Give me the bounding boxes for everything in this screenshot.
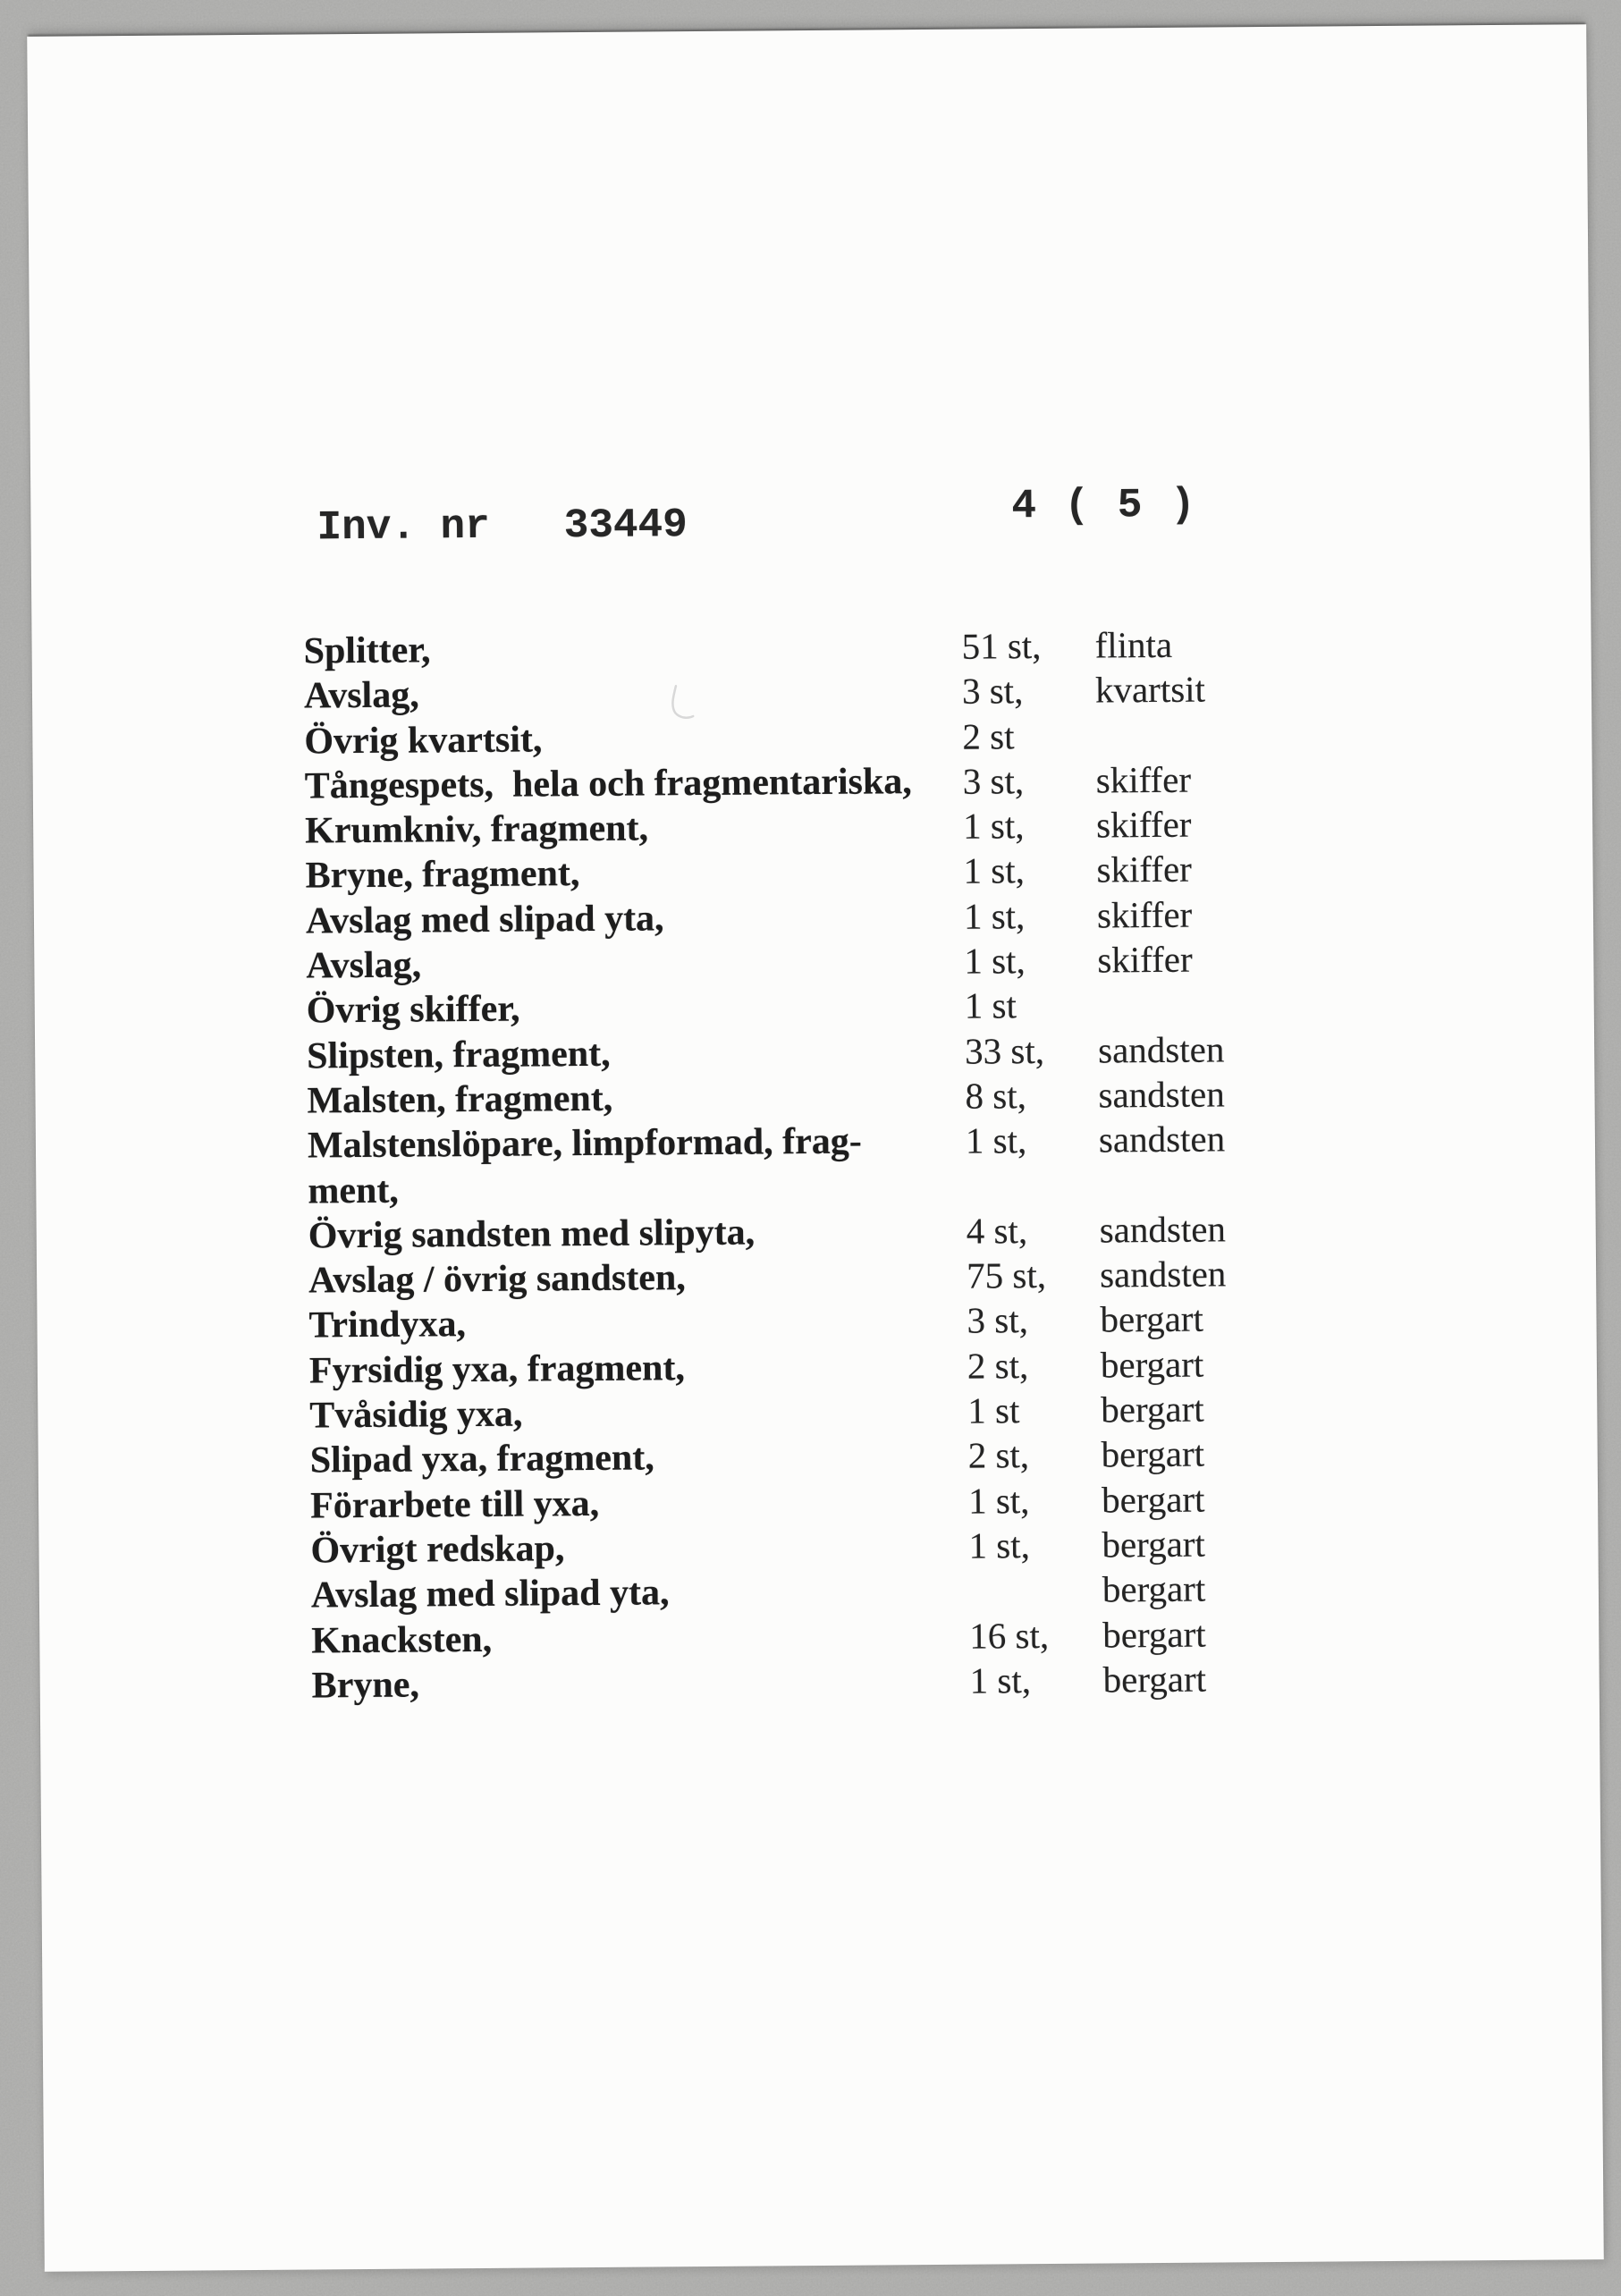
table-row — [312, 1653, 1564, 1708]
item-count: 1 st — [967, 1389, 1020, 1431]
item-name: Avslag, — [306, 944, 422, 987]
item-count: 1 st — [964, 984, 1017, 1027]
item-material: kvartsit — [1094, 668, 1206, 711]
item-name: Avslag med slipad yta, — [305, 898, 664, 942]
item-count: 3 st, — [961, 670, 1024, 712]
item-name: Slipsten, fragment, — [306, 1033, 611, 1077]
item-count: 51 st, — [961, 625, 1042, 667]
item-count: 1 st, — [965, 1119, 1027, 1161]
item-count: 2 st, — [967, 1434, 1030, 1477]
item-count: 2 st, — [967, 1344, 1029, 1387]
item-count — [969, 1567, 1102, 1613]
page-header — [302, 479, 1500, 552]
item-material: sandsten — [1099, 1208, 1227, 1251]
item-name: Förarbete till yxa, — [309, 1482, 600, 1527]
item-material: skiffer — [1096, 848, 1193, 891]
item-count: 1 st, — [968, 1524, 1031, 1566]
item-material: bergart — [1102, 1658, 1207, 1701]
item-material: bergart — [1101, 1478, 1205, 1521]
item-name: Övrig kvartsit, — [304, 718, 543, 763]
item-count: 2 st — [962, 714, 1015, 757]
page-number: 4 ( 5 ) — [1011, 481, 1197, 530]
item-name: Övrig sandsten med slipyta, — [308, 1211, 756, 1257]
item-material: bergart — [1101, 1432, 1205, 1475]
item-count: 4 st, — [966, 1210, 1028, 1252]
inventory-number-value: 33449 — [563, 502, 688, 550]
item-material: sandsten — [1099, 1253, 1227, 1296]
item-name: Bryne, fragment, — [305, 853, 580, 897]
item-count: 8 st, — [965, 1075, 1027, 1117]
item-name: Tvåsidig yxa, — [309, 1393, 523, 1437]
item-material: bergart — [1101, 1388, 1204, 1431]
item-count: 1 st, — [962, 805, 1025, 847]
inventory-list — [303, 619, 1563, 1708]
item-name: Fyrsidig yxa, fragment, — [308, 1346, 686, 1392]
inventory-number-label: Inv. nr — [317, 502, 490, 552]
item-name: Övrig skiffer, — [306, 988, 520, 1032]
item-material: bergart — [1100, 1298, 1204, 1340]
item-material: skiffer — [1095, 758, 1192, 801]
item-name: Malstenslöpare, limpformad, frag- ment, — [307, 1120, 862, 1212]
item-material: skiffer — [1097, 938, 1193, 981]
item-count: 33 st, — [964, 1029, 1045, 1072]
item-count: 1 st, — [963, 894, 1026, 937]
item-material: sandsten — [1098, 1118, 1226, 1161]
item-material: skiffer — [1095, 803, 1192, 846]
item-material: flinta — [1094, 623, 1173, 666]
item-material: bergart — [1100, 1343, 1204, 1386]
item-name: Slipad yxa, fragment, — [309, 1437, 654, 1481]
item-count: 16 st, — [969, 1614, 1050, 1657]
item-name: Knacksten, — [311, 1618, 493, 1661]
item-count: 75 st, — [966, 1254, 1047, 1296]
item-material: sandsten — [1098, 1073, 1225, 1116]
item-count: 3 st, — [962, 760, 1025, 802]
item-material — [1095, 709, 1556, 757]
item-material: bergart — [1102, 1523, 1206, 1566]
item-name: Övrigt redskap, — [310, 1528, 565, 1572]
item-name: Tångespets, hela och fragmentariska, — [304, 761, 912, 807]
item-count: 1 st, — [967, 1479, 1030, 1522]
item-material: sandsten — [1097, 1028, 1225, 1071]
item-material: bergart — [1102, 1567, 1206, 1610]
item-name: Bryne, — [311, 1664, 420, 1707]
item-material: skiffer — [1096, 893, 1193, 936]
item-material: bergart — [1102, 1613, 1206, 1656]
item-material — [1098, 979, 1558, 1027]
item-name: Avslag med slipad yta, — [310, 1572, 670, 1616]
item-name: Trindyxa, — [308, 1304, 467, 1346]
item-name: Krumkniv, fragment, — [305, 807, 649, 852]
item-name: Avslag, — [303, 674, 419, 717]
item-count: 1 st, — [963, 849, 1026, 892]
item-count: 1 st, — [964, 940, 1026, 982]
item-name: Splitter, — [303, 629, 431, 672]
document-page — [27, 24, 1604, 2272]
item-count: 3 st, — [967, 1299, 1029, 1342]
item-name: Avslag / övrig sandsten, — [308, 1257, 686, 1302]
item-name: Malsten, fragment, — [307, 1077, 613, 1122]
table-row — [308, 1114, 1560, 1214]
item-count: 1 st, — [969, 1659, 1032, 1701]
